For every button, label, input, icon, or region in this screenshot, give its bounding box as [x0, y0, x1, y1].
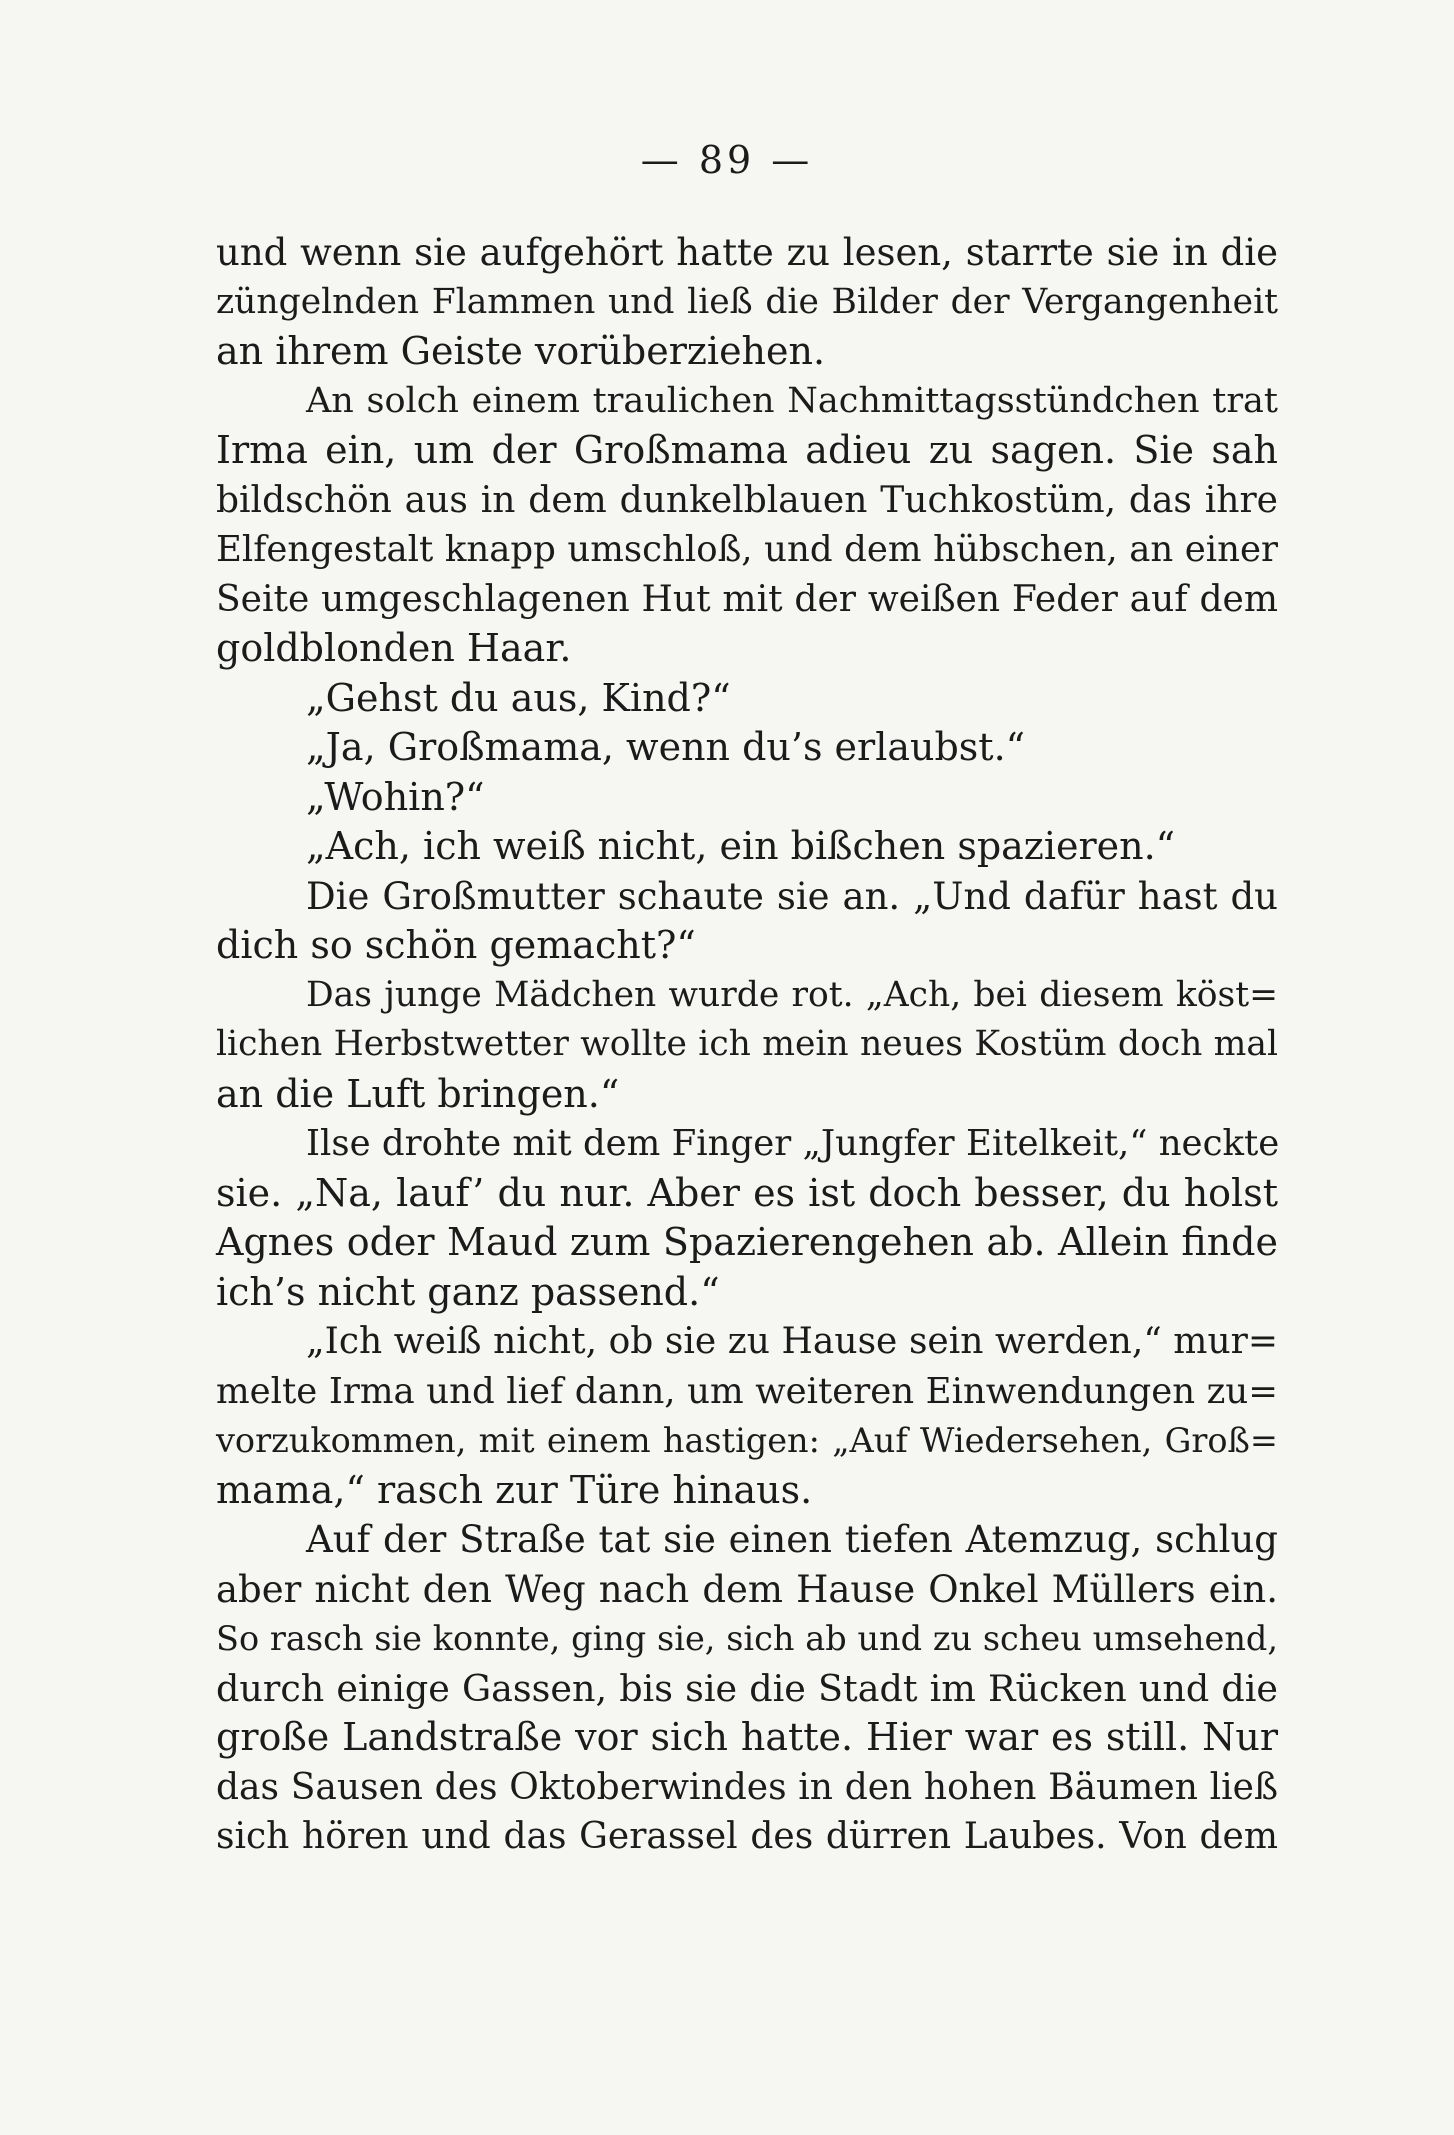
text-line: Elfengestalt knapp umschloß, und dem hübschen, an einer: [216, 529, 1278, 570]
text-line: Irma ein, um der Großmama adieu zu sagen. Sie sah: [216, 428, 1278, 472]
text-line: Agnes oder Maud zum Spazierengehen ab. Allein finde: [216, 1220, 1278, 1264]
text-line: „Ja, Großmama, wenn du’s erlaubst.“: [306, 725, 1026, 769]
text-line: Das junge Mädchen wurde rot. „Ach, bei diesem köst=: [306, 974, 1278, 1015]
text-line: mama,“ rasch zur Türe hinaus.: [216, 1467, 813, 1512]
text-line: züngelnden Flammen und ließ die Bilder der Vergangenheit: [216, 281, 1278, 322]
text-line: „Ach, ich weiß nicht, ein bißchen spazieren.“: [306, 824, 1176, 868]
text-line: das Sausen des Oktoberwindes in den hohen Bäumen ließ: [216, 1766, 1278, 1808]
text-line: vorzukommen, mit einem hastigen: „Auf Wiedersehen, Groß=: [216, 1421, 1278, 1460]
text-line: an die Luft bringen.“: [216, 1071, 620, 1116]
text-line: an ihrem Geiste vorüberziehen.: [216, 329, 826, 373]
text-line: große Landstraße vor sich hatte. Hier war es still. Nur: [216, 1715, 1278, 1759]
text-line: melte Irma und lief dann, um weiteren Einwendungen zu=: [216, 1370, 1278, 1412]
text-line: aber nicht den Weg nach dem Hause Onkel Müllers ein.: [216, 1567, 1278, 1611]
text-line: sie. „Na, lauf’ du nur. Aber es ist doch besser, du holst: [216, 1170, 1278, 1215]
text-line: Die Großmutter schaute sie an. „Und dafür hast du: [306, 874, 1278, 918]
text-line: dich so schön gemacht?“: [216, 923, 696, 967]
text-line: bildschön aus in dem dunkelblauen Tuchkostüm, das ihre: [216, 479, 1278, 521]
text-line: So rasch sie konnte, ging sie, sich ab und zu scheu umsehend,: [216, 1619, 1278, 1658]
text-line: Auf der Straße tat sie einen tiefen Atemzug, schlug: [306, 1518, 1278, 1561]
body-text: [216, 228, 1278, 1862]
text-line: durch einige Gassen, bis sie die Stadt im Rücken und die: [216, 1666, 1278, 1710]
text-line: sich hören und das Gerassel des dürren Laubes. Von dem: [216, 1816, 1278, 1857]
text-line: und wenn sie aufgehört hatte zu lesen, starrte sie in die: [216, 231, 1278, 274]
text-line: goldblonden Haar.: [216, 626, 572, 670]
text-line: lichen Herbstwetter wollte ich mein neues Kostüm doch mal: [216, 1024, 1278, 1064]
page-number: — 89 —: [640, 138, 814, 182]
text-line: „Gehst du aus, Kind?“: [306, 675, 731, 720]
text-line: ich’s nicht ganz passend.“: [216, 1269, 720, 1314]
text-line: An solch einem traulichen Nachmittagsstündchen trat: [306, 380, 1278, 421]
text-line: „Ich weiß nicht, ob sie zu Hause sein werden,“ mur=: [306, 1321, 1278, 1362]
text-line: Seite umgeschlagenen Hut mit der weißen Feder auf dem: [216, 578, 1278, 620]
text-line: „Wohin?“: [306, 774, 485, 819]
text-line: Ilse drohte mit dem Finger „Jungfer Eitelkeit,“ neckte: [306, 1123, 1280, 1164]
